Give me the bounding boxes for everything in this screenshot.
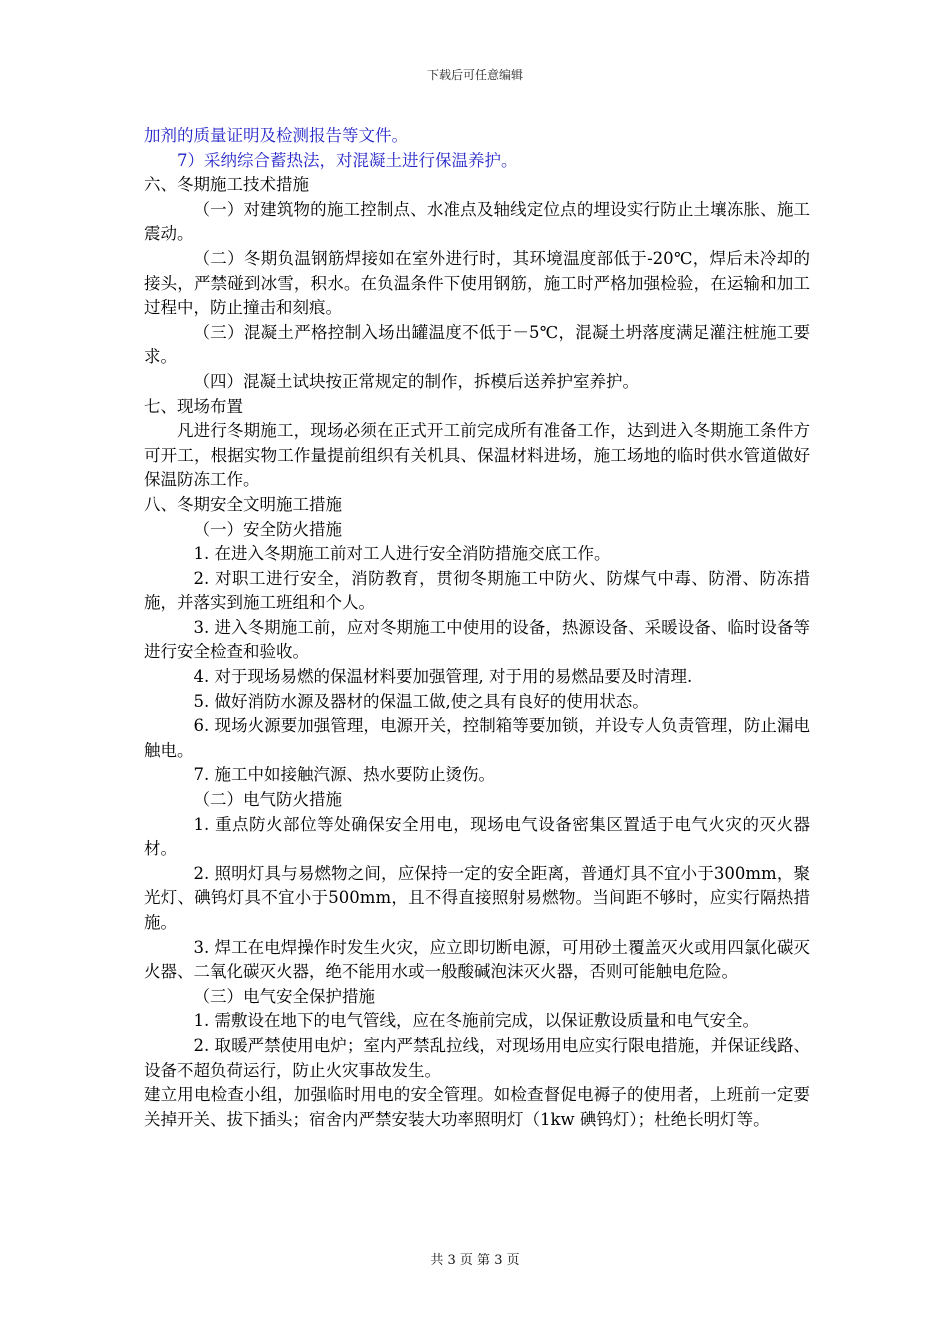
subheading-8-1: （一）安全防火措施 bbox=[193, 519, 342, 539]
paragraph-6-1: （一）对建筑物的施工控制点、水准点及轴线定位点的埋设实行防止土壤冻胀、施工震动。 bbox=[144, 199, 810, 244]
section-heading-6: 六、冬期施工技术措施 bbox=[144, 175, 309, 195]
page-header: 下载后可任意编辑 bbox=[426, 68, 523, 82]
paragraph-8-1-4: 4. 对于现场易燃的保温材料要加强管理, 对于用的易燃品要及时清理. bbox=[193, 667, 693, 687]
paragraph-8-1-6: 6. 现场火源要加强管理，电源开关，控制箱等要加锁，并设专人负责管理，防止漏电触电。 bbox=[144, 716, 810, 760]
paragraph-8-1-5: 5. 做好消防水源及器材的保温工做,使之具有良好的使用状态。 bbox=[193, 691, 649, 711]
paragraph-inspection-team: 建立用电检查小组，加强临时用电的安全管理。如检查督促电褥子的使用者，上班前一定要关掉开关、拔下插头；宿舍内严禁安装大功率照明灯（1kw 碘钨灯）；杜绝长明灯等。 bbox=[144, 1085, 810, 1129]
paragraph-item-7: 7）采纳综合蓄热法，对混凝土进行保温养护。 bbox=[177, 150, 518, 170]
paragraph-8-2-1: 1. 重点防火部位等处确保安全用电，现场电气设备密集区置适于电气火灾的灭火器材。 bbox=[144, 814, 810, 859]
document-body bbox=[144, 124, 810, 1132]
page-footer: 共 3 页 第 3 页 bbox=[430, 1253, 520, 1268]
paragraph-8-3-1: 1. 需敷设在地下的电气管线，应在冬施前完成，以保证敷设质量和电气安全。 bbox=[193, 1011, 759, 1031]
section-heading-7: 七、现场布置 bbox=[144, 396, 243, 416]
paragraph-6-3: （三）混凝土严格控制入场出罐温度不低于－5℃，混凝土坍落度满足灌注桩施工要求。 bbox=[144, 322, 810, 367]
paragraph-8-2-2: 2. 照明灯具与易燃物之间，应保持一定的安全距离，普通灯具不宜小于300mm，聚光灯、碘钨灯具不宜小于500mm，且不得直接照射易燃物。当间距不够时，应实行隔热措施。 bbox=[144, 863, 810, 932]
paragraph-6-4: （四）混凝土试块按正常规定的制作，拆模后送养护室养护。 bbox=[193, 371, 639, 391]
paragraph-admixture-docs: 加剂的质量证明及检测报告等文件。 bbox=[144, 126, 408, 145]
paragraph-8-1-7: 7. 施工中如接触汽源、热水要防止烫伤。 bbox=[193, 765, 495, 785]
subheading-8-3: （三）电气安全保护措施 bbox=[193, 986, 375, 1006]
paragraph-7-body: 凡进行冬期施工，现场必须在正式开工前完成所有准备工作，达到进入冬期施工条件方可开工，根据实物工作量提前组织有关机具、保温材料进场，施工场地的临时供水管道做好保温防冻工作。 bbox=[144, 421, 810, 490]
paragraph-8-1-1: 1. 在进入冬期施工前对工人进行安全消防措施交底工作。 bbox=[193, 544, 611, 564]
paragraph-6-2: （二）冬期负温钢筋焊接如在室外进行时，其环境温度部低于-20℃，焊后未冷却的接头，严禁碰到冰雪，积水。在负温条件下使用钢筋，施工时严格加强检验，在运输和加工过程中，防止撞击和刻痕。 bbox=[144, 248, 810, 318]
paragraph-8-1-3: 3. 进入冬期施工前，应对冬期施工中使用的设备，热源设备、采暖设备、临时设备等进行安全检查和验收。 bbox=[144, 617, 810, 662]
section-heading-8: 八、冬期安全文明施工措施 bbox=[144, 494, 342, 514]
paragraph-8-1-2: 2. 对职工进行安全，消防教育，贯彻冬期施工中防火、防煤气中毒、防滑、防冻措施，并落实到施工班组和个人。 bbox=[144, 568, 810, 613]
subheading-8-2: （二）电气防火措施 bbox=[193, 790, 342, 810]
paragraph-8-2-3: 3. 焊工在电焊操作时发生火灾，应立即切断电源，可用砂土覆盖灭火或用四氯化碳灭火器、二氧化碳灭火器，绝不能用水或一般酸碱泡沫灭火器，否则可能触电危险。 bbox=[144, 937, 810, 982]
paragraph-8-3-2: 2. 取暖严禁使用电炉；室内严禁乱拉线，对现场用电应实行限电措施，并保证线路、设备不超负荷运行，防止火灾事故发生。 bbox=[144, 1035, 810, 1080]
